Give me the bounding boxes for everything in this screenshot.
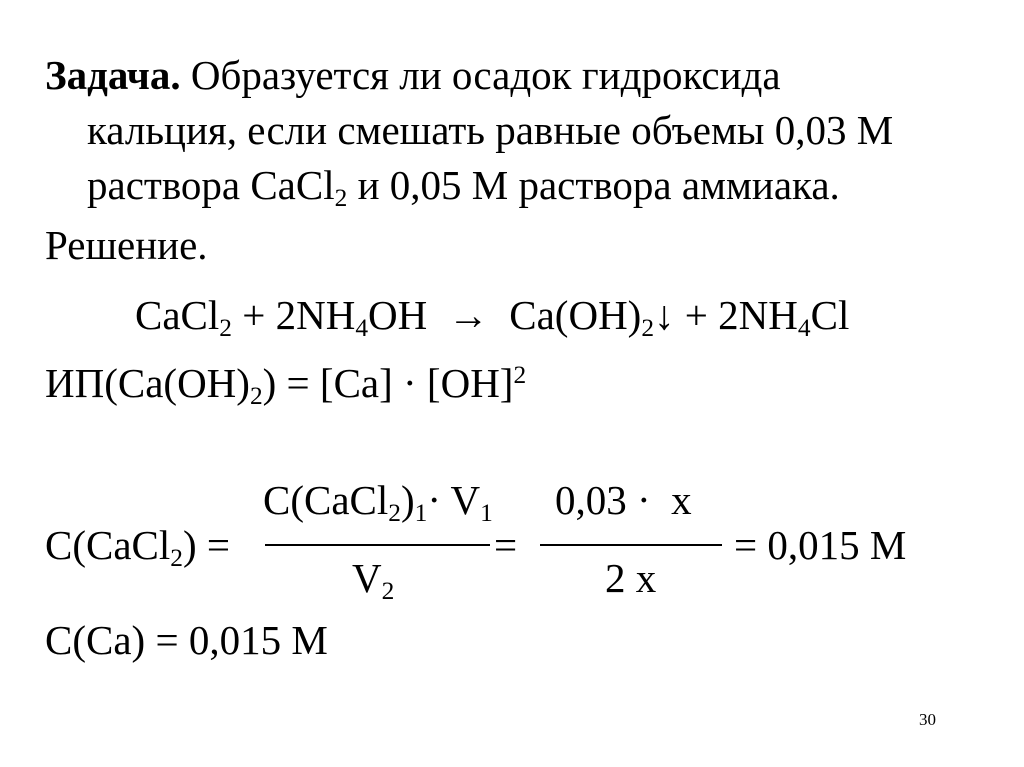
problem-line-3-text: раствора CaCl [87, 162, 335, 208]
subscript: 2 [381, 577, 395, 606]
calcium-concentration-line: C(Ca) = 0,015 М [45, 617, 328, 663]
problem-line-2: кальция, если смешать равные объемы 0,03 М [87, 107, 894, 153]
subscript: 2 [249, 382, 263, 411]
reaction-part: ↓ + 2NH [654, 292, 798, 338]
subscript: 2 [641, 314, 655, 343]
fraction-2-bar [540, 544, 722, 546]
calc-lhs-part: C(CaCl [45, 522, 171, 568]
fraction-2-numerator: 0,03 · x [555, 477, 692, 523]
reaction-part: OH → Ca(OH) [368, 292, 642, 338]
ion-product-line [45, 360, 527, 411]
calc-lhs-part: ) = [183, 522, 231, 568]
numerator-part: · V [427, 477, 481, 523]
superscript: 2 [513, 361, 527, 390]
reaction-part: CaCl [135, 292, 220, 338]
equals-sign: = [494, 522, 518, 568]
numerator-part: C(CaCl [263, 477, 389, 523]
subscript: 2 [219, 314, 232, 343]
calc-lhs [45, 522, 231, 573]
ion-product-part: ) = [Ca] · [OH] [262, 360, 514, 406]
calc-result: = 0,015 М [734, 522, 907, 568]
page-number: 30 [919, 710, 936, 729]
fraction-2-denominator: 2 x [605, 555, 657, 601]
subscript: 4 [355, 314, 369, 343]
subscript: 1 [480, 499, 493, 528]
fraction-1-numerator [263, 477, 493, 528]
problem-line-3 [87, 162, 840, 213]
fraction-1-denominator [352, 555, 395, 606]
reaction-equation [135, 292, 850, 343]
subscript: 4 [797, 314, 811, 343]
problem-text-1: Образуется ли осадок гидроксида [180, 52, 781, 98]
subscript: 2 [334, 184, 348, 213]
fraction-1-bar [265, 544, 490, 546]
problem-line-3-text: и 0,05 М раствора аммиака. [347, 162, 840, 208]
problem-line-1 [45, 54, 781, 96]
problem-label: Задача. [45, 52, 181, 98]
subscript: 1 [414, 499, 428, 528]
denominator-part: V [352, 555, 382, 601]
numerator-part: ) [401, 477, 415, 523]
reaction-part: + 2NH [232, 292, 356, 338]
subscript: 2 [388, 499, 401, 528]
solution-label: Решение. [45, 222, 208, 268]
ion-product-part: ИП(Ca(OH) [45, 360, 250, 406]
subscript: 2 [170, 544, 183, 573]
reaction-part: Cl [810, 292, 850, 338]
